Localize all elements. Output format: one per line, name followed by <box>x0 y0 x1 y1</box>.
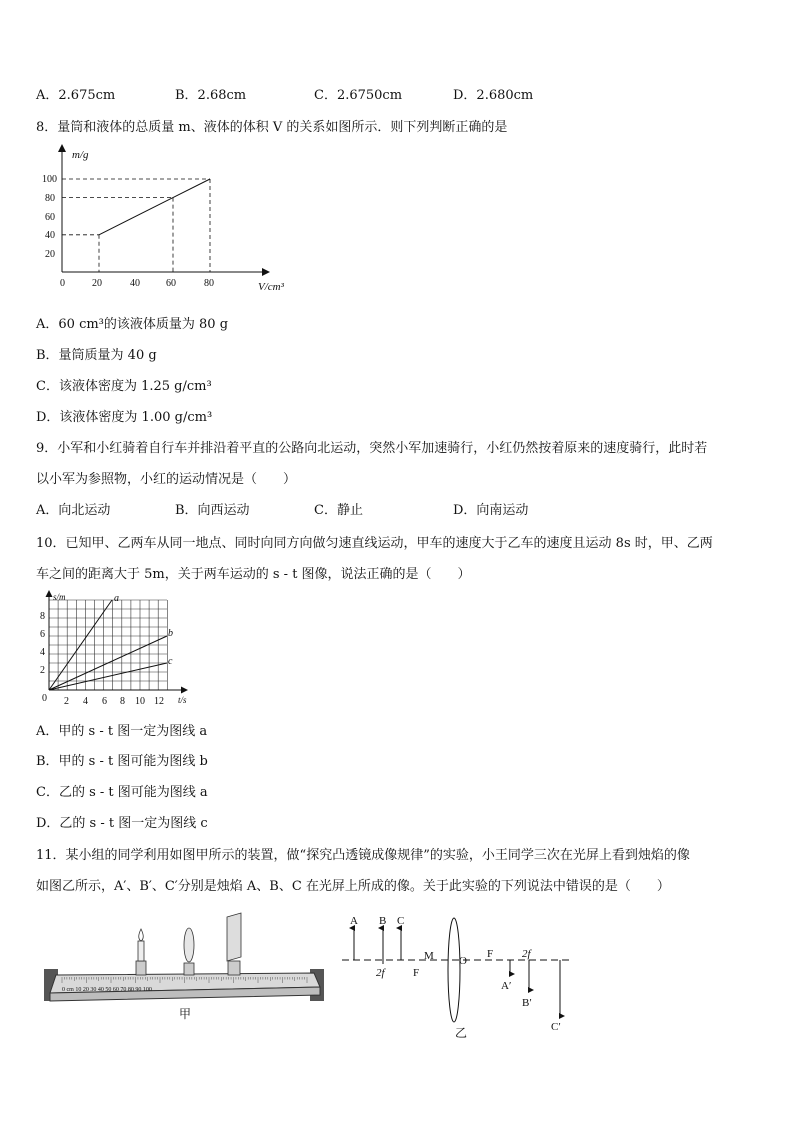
q10-ytick-6: 6 <box>40 629 45 640</box>
q8-xtick-40: 40 <box>130 278 140 289</box>
label-2f-right: 2f <box>522 948 531 960</box>
q10-xlabel: t/s <box>178 695 187 705</box>
q10-label-c: c <box>168 656 173 667</box>
q8-ylabel: m/g <box>72 149 89 161</box>
label-a: A <box>350 915 358 927</box>
q10-xtick-6: 6 <box>102 696 107 707</box>
q8-plot-area <box>62 179 210 272</box>
candle-holder <box>136 961 146 975</box>
q7-option-d: D．2.680cm <box>453 88 534 103</box>
q10-label-a: a <box>114 593 119 604</box>
q8-xtick-0: 0 <box>60 278 65 289</box>
label-b-image: B′ <box>522 997 532 1009</box>
q10-option-c: C．乙的 s - t 图可能为图线 a <box>36 785 208 800</box>
label-b: B <box>379 915 387 927</box>
convex-lens <box>184 928 194 962</box>
q8-ytick-20: 20 <box>45 249 55 260</box>
candle <box>138 941 144 961</box>
q7-option-a: A．2.675cm <box>36 88 116 103</box>
optical-bench-figure <box>40 905 330 1025</box>
q8-option-b: B．量筒质量为 40 g <box>36 348 157 363</box>
q9-option-c: C．静止 <box>314 503 363 518</box>
bench-scale-label: 0 cm 10 20 30 40 50 60 70 80 90 100 <box>62 987 152 993</box>
q10-stem-line2: 车之间的距离大于 5m，关于两车运动的 s - t 图像，说法正确的是（ ） <box>36 567 471 582</box>
q8-data-line <box>99 179 210 235</box>
fig-yi-label: 乙 <box>455 1026 468 1040</box>
q10-ylabel: s/m <box>53 592 66 602</box>
q8-option-c: C．该液体密度为 1.25 g/cm³ <box>36 379 212 394</box>
q8-ytick-80: 80 <box>45 193 55 204</box>
q11-stem-line1: 11．某小组的同学利用如图甲所示的装置，做“探究凸透镜成像规律”的实验，小王同学三次在光屏上看到烛焰的像 <box>36 848 690 863</box>
q7-option-c: C．2.6750cm <box>314 88 403 103</box>
q10-stem-line1: 10．已知甲、乙两车从同一地点、同时向同方向做匀速直线运动，甲车的速度大于乙车的速度且运动 8s 时，甲、乙两 <box>36 536 713 551</box>
q8-xtick-60: 60 <box>166 278 176 289</box>
q10-xtick-10: 10 <box>135 696 145 707</box>
lens-image-diagram <box>338 910 578 1040</box>
q8-ytick-60: 60 <box>45 212 55 223</box>
q10-st-graph <box>36 590 196 710</box>
q10-origin: 0 <box>42 693 47 704</box>
q8-option-a: A．60 cm³的该液体质量为 80 g <box>36 317 229 332</box>
q10-xtick-8: 8 <box>120 696 125 707</box>
q10-label-b: b <box>168 628 173 639</box>
q11-stem-line2: 如图乙所示，A′、B′、C′分别是烛焰 A、B、C 在光屏上所成的像。关于此实验的下列说法中错误的是（ ） <box>36 879 670 894</box>
label-m: M <box>424 950 434 962</box>
label-2f-left: 2f <box>376 967 385 979</box>
label-c-image: C′ <box>551 1021 561 1033</box>
q7-option-b: B．2.68cm <box>175 88 247 103</box>
q8-xlabel: V/cm³ <box>258 281 284 293</box>
label-f-right: F <box>487 948 494 960</box>
q10-xtick-12: 12 <box>154 696 164 707</box>
lens-holder <box>184 963 194 975</box>
q9-stem-line1: 9．小军和小红骑着自行车并排沿着平直的公路向北运动，突然小军加速骑行，小红仍然按着原来的速度骑行，此时若 <box>36 441 708 456</box>
q8-stem: 8．量筒和液体的总质量 m、液体的体积 V 的关系如图所示．则下列判断正确的是 <box>36 120 508 135</box>
q10-ytick-8: 8 <box>40 611 45 622</box>
candle-flame <box>139 929 144 941</box>
label-c: C <box>397 915 405 927</box>
q8-ytick-100: 100 <box>42 174 57 185</box>
q8-option-d: D．该液体密度为 1.00 g/cm³ <box>36 410 213 425</box>
light-screen <box>227 913 241 961</box>
screen-holder <box>228 961 240 975</box>
q8-xtick-80: 80 <box>204 278 214 289</box>
q9-option-a: A．向北运动 <box>36 503 111 518</box>
q9-option-b: B．向西运动 <box>175 503 250 518</box>
q10-xtick-4: 4 <box>83 696 88 707</box>
q10-option-d: D．乙的 s - t 图一定为图线 c <box>36 816 208 831</box>
q9-stem-line2: 以小军为参照物，小红的运动情况是（ ） <box>36 472 297 487</box>
q10-ytick-4: 4 <box>40 647 45 658</box>
q9-option-d: D．向南运动 <box>453 503 529 518</box>
lens-shape <box>448 918 460 1022</box>
label-o: O <box>459 955 467 967</box>
label-f-left: F <box>413 967 420 979</box>
q8-mass-volume-graph <box>36 142 296 292</box>
q8-ytick-40: 40 <box>45 230 55 241</box>
label-a-image: A′ <box>501 980 512 992</box>
q8-xtick-20: 20 <box>92 278 102 289</box>
fig-jia-label: 甲 <box>179 1007 192 1021</box>
q10-ytick-2: 2 <box>40 665 45 676</box>
q10-option-a: A．甲的 s - t 图一定为图线 a <box>36 724 208 739</box>
q10-option-b: B．甲的 s - t 图可能为图线 b <box>36 754 208 769</box>
q10-xtick-2: 2 <box>64 696 69 707</box>
